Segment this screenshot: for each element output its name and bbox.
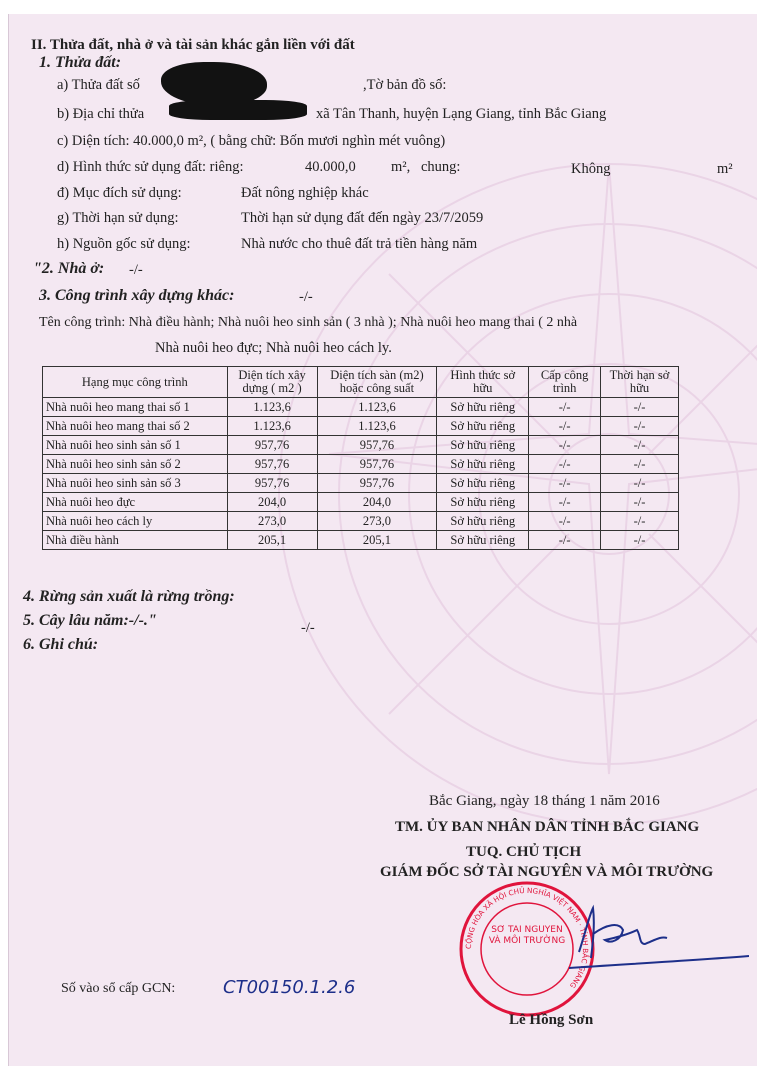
cell: 273,0 [227, 512, 317, 531]
col-header: Thời hạn sở hữu [601, 367, 679, 398]
cell: Nhà nuôi heo sinh sản số 2 [43, 455, 228, 474]
land-b-label: b) Địa chỉ thửa [57, 106, 145, 122]
purpose-label: đ) Mục đích sử dụng: [57, 185, 182, 201]
works-names-line2: Nhà nuôi heo đực; Nhà nuôi heo cách ly. [155, 340, 392, 356]
cell: Nhà nuôi heo cách ly [43, 512, 228, 531]
col-header: Diện tích xây dựng ( m2 ) [227, 367, 317, 398]
land-a-label: a) Thửa đất số [57, 77, 140, 93]
table-row [43, 512, 679, 531]
house-value: -/- [129, 262, 143, 278]
cell: 957,76 [317, 474, 437, 493]
section-title: II. Thửa đất, nhà ở và tài sản khác gắn liền với đất [31, 37, 355, 53]
house-heading: "2. Nhà ở: [33, 260, 105, 277]
cell: Nhà nuôi heo mang thai số 1 [43, 398, 228, 417]
stamp-center-text: SỞ TÀI NGUYÊN VÀ MÔI TRƯỜNG [488, 925, 566, 946]
cell: 205,1 [317, 531, 437, 550]
works-table [42, 366, 679, 550]
cell: 957,76 [227, 474, 317, 493]
cell: -/- [529, 531, 601, 550]
col-header: Cấp công trình [529, 367, 601, 398]
cell: 957,76 [227, 455, 317, 474]
cell: Nhà nuôi heo mang thai số 2 [43, 417, 228, 436]
table-row [43, 493, 679, 512]
signature-tuq: TUQ. CHỦ TỊCH [466, 844, 582, 860]
handwritten-signature [549, 894, 749, 974]
cell: Sở hữu riêng [437, 474, 529, 493]
cell: 204,0 [317, 493, 437, 512]
works-names-line1: Tên công trình: Nhà điều hành; Nhà nuôi heo sinh sản ( 3 nhà ); Nhà nuôi heo mang thai ( 2 nhà [39, 315, 578, 330]
cell: -/- [601, 493, 679, 512]
cell: 957,76 [317, 436, 437, 455]
cell: 1.123,6 [227, 417, 317, 436]
land-d-private: 40.000,0 [305, 159, 356, 175]
cell: -/- [529, 436, 601, 455]
cell: 957,76 [317, 455, 437, 474]
works-heading: 3. Công trình xây dựng khác: [39, 287, 235, 304]
cell: 957,76 [227, 436, 317, 455]
cell: -/- [601, 474, 679, 493]
trees-heading: 5. Cây lâu năm:-/-." [23, 612, 157, 629]
signature-director: GIÁM ĐỐC SỞ TÀI NGUYÊN VÀ MÔI TRƯỜNG [380, 864, 714, 880]
cell: Nhà điều hành [43, 531, 228, 550]
cell: Nhà nuôi heo sinh sản số 1 [43, 436, 228, 455]
table-row [43, 398, 679, 417]
land-heading: 1. Thửa đất: [39, 54, 122, 71]
cell: 204,0 [227, 493, 317, 512]
cell: -/- [601, 531, 679, 550]
signer-name: Lê Hồng Sơn [509, 1012, 594, 1028]
land-d-common: Không [571, 161, 611, 177]
works-table-header [43, 367, 679, 398]
table-row [43, 474, 679, 493]
land-a-sheet: ,Tờ bản đồ số: [363, 77, 447, 93]
cell: -/- [601, 436, 679, 455]
cell: Sở hữu riêng [437, 398, 529, 417]
term-label: g) Thời hạn sử dụng: [57, 210, 179, 226]
land-d-common-unit: m² [717, 161, 733, 177]
land-d-label: d) Hình thức sử dụng đất: riêng: [57, 159, 244, 175]
forest-heading: 4. Rừng sản xuất là rừng trồng: [23, 588, 235, 605]
cell: 1.123,6 [227, 398, 317, 417]
cell: -/- [529, 512, 601, 531]
land-d-common-label: chung: [421, 159, 461, 175]
land-d-unit: m², [391, 159, 411, 175]
col-header: Hạng mục công trình [43, 367, 228, 398]
cell: Sở hữu riêng [437, 493, 529, 512]
cell: Sở hữu riêng [437, 455, 529, 474]
cell: Sở hữu riêng [437, 512, 529, 531]
works-heading-value: -/- [299, 289, 313, 305]
cell: -/- [601, 398, 679, 417]
table-row [43, 455, 679, 474]
cell: Sở hữu riêng [437, 436, 529, 455]
col-header: Hình thức sở hữu [437, 367, 529, 398]
term-value: Thời hạn sử dụng đất đến ngày 23/7/2059 [241, 210, 484, 226]
certificate-page [8, 14, 757, 1066]
origin-value: Nhà nước cho thuê đất trả tiền hàng năm [241, 236, 478, 252]
cell: -/- [529, 417, 601, 436]
gcn-label: Số vào sổ cấp GCN: [61, 981, 176, 996]
cell: 1.123,6 [317, 417, 437, 436]
table-row [43, 531, 679, 550]
table-row [43, 417, 679, 436]
trees-value: -/- [301, 620, 315, 636]
origin-label: h) Nguồn gốc sử dụng: [57, 236, 191, 252]
cell: -/- [529, 493, 601, 512]
land-b-value: xã Tân Thanh, huyện Lạng Giang, tỉnh Bắc Giang [316, 106, 607, 122]
redaction-mark [169, 100, 307, 120]
cell: Nhà nuôi heo sinh sản số 3 [43, 474, 228, 493]
cell: -/- [529, 474, 601, 493]
stamp-ring-text: CỘNG HÒA XÃ HỘI CHỦ NGHĨA VIỆT NAM · TỈNH BẮC GIANG [463, 885, 591, 991]
signature-date: Bắc Giang, ngày 18 tháng 1 năm 2016 [429, 793, 660, 809]
cell: -/- [601, 417, 679, 436]
cell: -/- [529, 398, 601, 417]
notes-heading: 6. Ghi chú: [23, 636, 99, 653]
cell: -/- [529, 455, 601, 474]
cell: -/- [601, 455, 679, 474]
gcn-value: CT00150.1.2.6 [223, 977, 356, 998]
cell: -/- [601, 512, 679, 531]
cell: 1.123,6 [317, 398, 437, 417]
col-header: Diện tích sàn (m2) hoặc công suất [317, 367, 437, 398]
cell: Nhà nuôi heo đực [43, 493, 228, 512]
cell: 205,1 [227, 531, 317, 550]
signature-org: TM. ỦY BAN NHÂN DÂN TỈNH BẮC GIANG [395, 819, 700, 835]
cell: 273,0 [317, 512, 437, 531]
purpose-value: Đất nông nghiệp khác [241, 185, 369, 201]
cell: Sở hữu riêng [437, 531, 529, 550]
cell: Sở hữu riêng [437, 417, 529, 436]
table-row [43, 436, 679, 455]
land-c-area: c) Diện tích: 40.000,0 m², ( bằng chữ: Bốn mươi nghìn mét vuông) [57, 133, 446, 149]
